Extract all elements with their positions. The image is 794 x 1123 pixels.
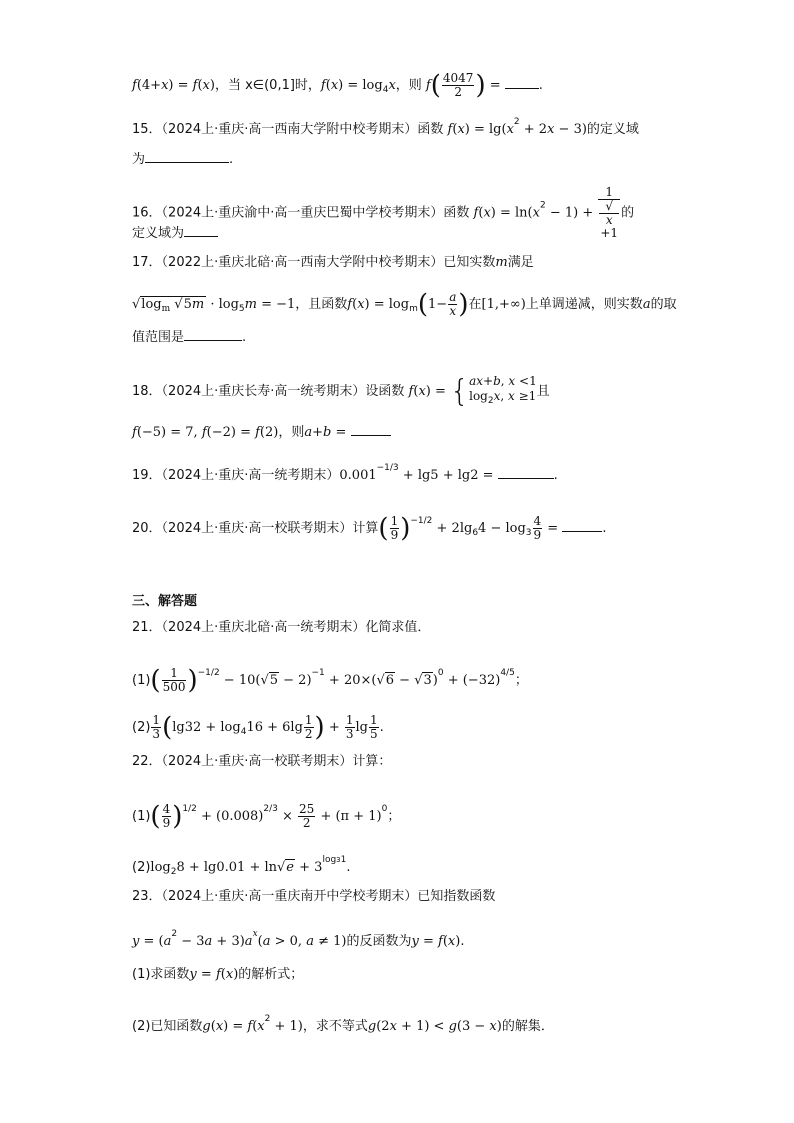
q17: 17．（2022上·重庆北碚·高一西南大学附中校考期末）已知实数m满足	[132, 255, 534, 270]
q17-line3: 值范围是 .	[132, 330, 247, 345]
q19: 19．（2024上·重庆·高一统考期末）$0.001^{-1/3} + \lg 5 + \lg 2$ = .	[132, 463, 558, 483]
q23: 23．（2024上·重庆·高一重庆南开中学校考期末）已知指数函数	[132, 889, 496, 904]
q16: 16．（2024上·重庆渝中·高一重庆巴蜀中学校考期末）函数 $f(x) = \ln(x^2 - 1)$ + 1 √ x +1 的	[132, 185, 635, 240]
q23-part1: (1)求函数y = f(x)的解析式；	[132, 967, 304, 982]
section-heading: 三、解答题	[132, 594, 198, 609]
q21-part1: (1)( $\frac{1}{500}$ )$^{-1/2} - 10(√5 - 2)^{-1} + 20\times(√6 - √3)^0 + (-32)^{4/5}$；	[132, 665, 528, 696]
q14-continuation: f(4+x) = f(x)，当 x∈(0,1]时，$f(x) = \log_4x$，则 f( $\frac{4047}{2}$ ) = .	[132, 70, 543, 101]
q22-part2: $(2)\log_28 + \lg 0.01 + \ln√e + 3^{log31}$.	[132, 855, 351, 877]
q15: 15．（2024上·重庆·高一西南大学附中校考期末）函数 $f(x) = \lg(x^2 + 2x - 3)$的定义域	[132, 117, 639, 137]
q16-line2: 定义域为	[132, 224, 218, 243]
q18: 18．（2024上·重庆长寿·高一统考期末）设函数 f(x) = { ax+b, x <1 $\log_2x$, x ≥1 且	[132, 373, 550, 409]
q21-part2: (2) $\frac{1}{3}$ ($\lg 32 + \log_416 + 6\lg$ $\frac{1}{2}$ ) + $\frac{1}{3}$ lg $\frac{1}{5}$ .	[132, 712, 384, 743]
q23-line2: $y = (a^2 - 3a + 3)a^x(a > 0$, a ≠ 1)的反函数为y = f(x).	[132, 929, 465, 949]
q22: 22．（2024上·重庆·高一校联考期末）计算：	[132, 754, 392, 769]
q18-line2: f(−5) = 7, f(−2) = f(2)，则a+b =	[132, 423, 391, 442]
q23-part2: (2)已知函数$g(x) = f(x^2 + 1)$，求不等式g(2x + 1) < g(3 − x)的解集．	[132, 1014, 554, 1034]
q20: 20．（2024上·重庆·高一校联考期末）计算( $\frac{1}{9}$ )$^{-1/2} + 2\lg_64 - \log_3$ $\frac{4}{9}$ = .	[132, 513, 607, 544]
q21: 21．（2024上·重庆北碚·高一统考期末）化简求值．	[132, 620, 431, 635]
q17-line2: $√\log_m$ $√5m \cdot \log_5m = -1$，且函数$f(x) = \log_m(1-$ $\frac{a}{x}$ )在[1,+∞)上单调递减，则实数a的取	[132, 289, 677, 320]
q15-line2: 为 .	[132, 152, 234, 167]
q22-part1: (1)( $\frac{4}{9}$ )$^{1/2} + (0.008)^{2/3}$ × $\frac{25}{2}$ + $(\pi + 1)^0$；	[132, 801, 401, 832]
